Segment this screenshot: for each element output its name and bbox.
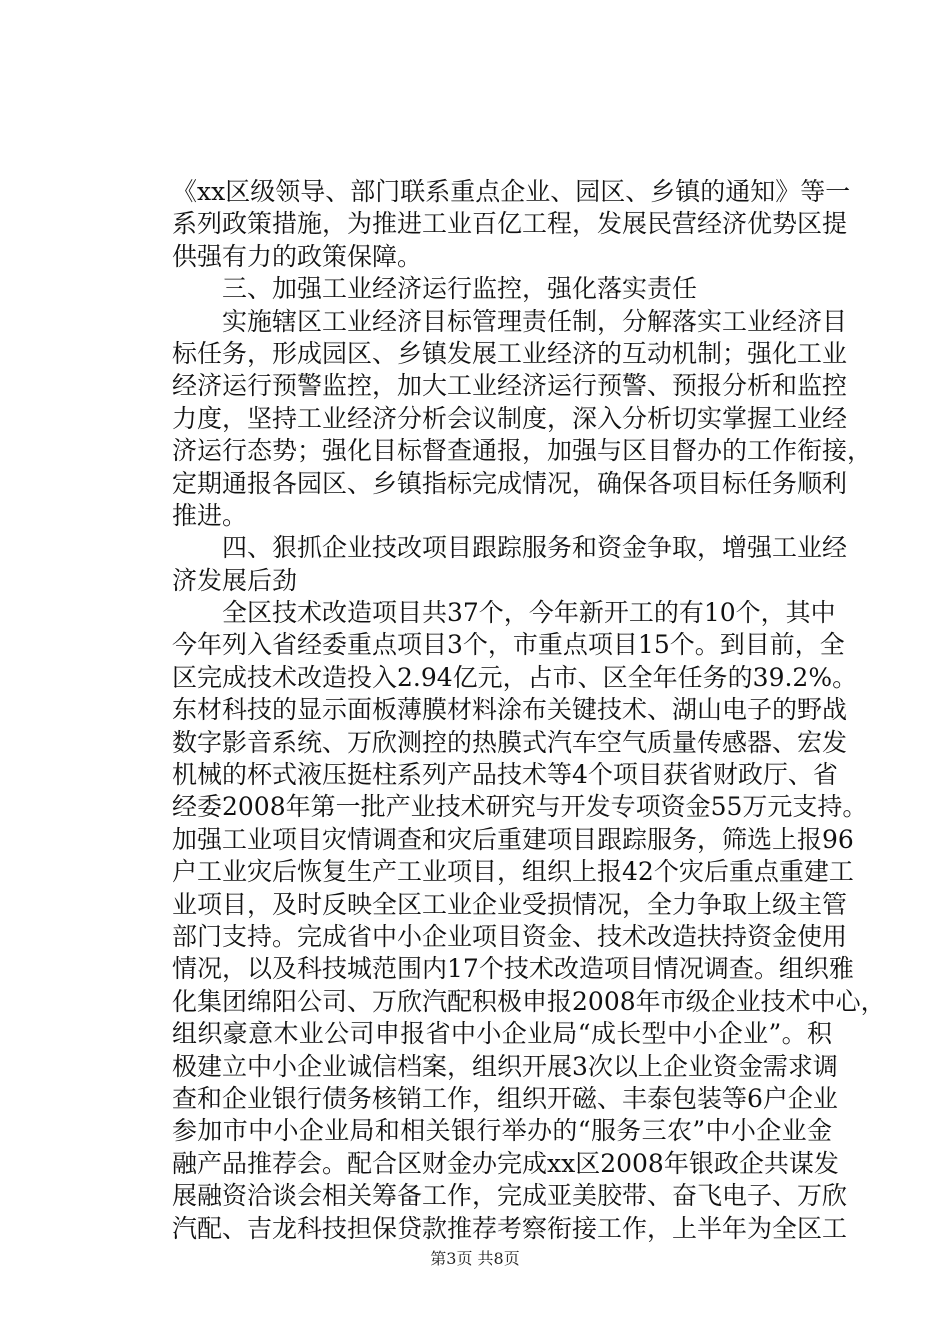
text-line: 汽配、吉龙科技担保贷款推荐考察衔接工作，上半年为全区工 — [172, 1213, 848, 1243]
text-line: 业项目，及时反映全区工业企业受损情况，全力争取上级主管 — [172, 889, 848, 919]
text-line: 化集团绵阳公司、万欣汽配积极申报2008年市级企业技术中心， — [172, 986, 886, 1016]
page-footer: 第3页 共8页 — [430, 1249, 520, 1268]
text-line: 标任务，形成园区、乡镇发展工业经济的互动机制；强化工业 — [172, 338, 848, 368]
text-line: 经济运行预警监控，加大工业经济运行预警、预报分析和监控 — [172, 371, 848, 401]
text-line: 四、狠抓企业技改项目跟踪服务和资金争取，增强工业经 — [222, 533, 848, 563]
text-line: 参加市中小企业局和相关银行举办的“服务三农”中小企业金 — [172, 1116, 832, 1146]
text-line: 经委2008年第一批产业技术研究与开发专项资金55万元支持。 — [172, 792, 868, 822]
text-line: 数字影音系统、万欣测控的热膜式汽车空气质量传感器、宏发 — [172, 727, 848, 757]
text-line: 融产品推荐会。配合区财金办完成xx区2008年银政企共谋发 — [172, 1148, 839, 1178]
text-line: 加强工业项目灾情调查和灾后重建项目跟踪服务，筛选上报96 — [172, 824, 854, 854]
text-line: 供强有力的政策保障。 — [172, 241, 423, 271]
text-line: 济运行态势；强化目标督查通报，加强与区目督办的工作衔接， — [172, 436, 873, 466]
text-line: 东材科技的显示面板薄膜材料涂布关键技术、湖山电子的野战 — [172, 695, 848, 725]
text-line: 户工业灾后恢复生产工业项目，组织上报42个灾后重点重建工 — [172, 857, 854, 887]
text-line: 推进。 — [172, 500, 248, 530]
text-line: 系列政策措施，为推进工业百亿工程，发展民营经济优势区提 — [172, 209, 848, 239]
text-line: 实施辖区工业经济目标管理责任制，分解落实工业经济目 — [222, 306, 848, 336]
text-line: 区完成技术改造投入2.94亿元，占市、区全年任务的39.2%。 — [172, 662, 858, 692]
text-line: 力度，坚持工业经济分析会议制度，深入分析切实掌握工业经 — [172, 403, 848, 433]
text-line: 济发展后劲 — [172, 565, 298, 595]
text-line: 今年列入省经委重点项目3个，市重点项目15个。到目前，全 — [172, 630, 845, 660]
text-line: 《xx区级领导、部门联系重点企业、园区、乡镇的通知》等一 — [172, 177, 851, 206]
text-line: 三、加强工业经济运行监控，强化落实责任 — [222, 274, 698, 304]
text-line: 极建立中小企业诚信档案，组织开展3次以上企业资金需求调 — [172, 1051, 838, 1081]
text-line: 全区技术改造项目共37个，今年新开工的有10个，其中 — [222, 598, 836, 628]
text-line: 组织豪意木业公司申报省中小企业局“成长型中小企业”。积 — [172, 1019, 832, 1049]
text-line: 情况，以及科技城范围内17个技术改造项目情况调查。组织雅 — [172, 954, 854, 984]
text-line: 部门支持。完成省中小企业项目资金、技术改造扶持资金使用 — [172, 921, 848, 951]
text-line: 展融资洽谈会相关筹备工作，完成亚美胶带、奋飞电子、万欣 — [172, 1181, 848, 1211]
text-line: 查和企业银行债务核销工作，组织开磁、丰泰包装等6户企业 — [172, 1083, 838, 1113]
text-line: 定期通报各园区、乡镇指标完成情况，确保各项目标任务顺利 — [172, 468, 848, 498]
document-body — [172, 176, 886, 1245]
text-line: 机械的杯式液压挺柱系列产品技术等4个项目获省财政厅、省 — [172, 760, 838, 790]
